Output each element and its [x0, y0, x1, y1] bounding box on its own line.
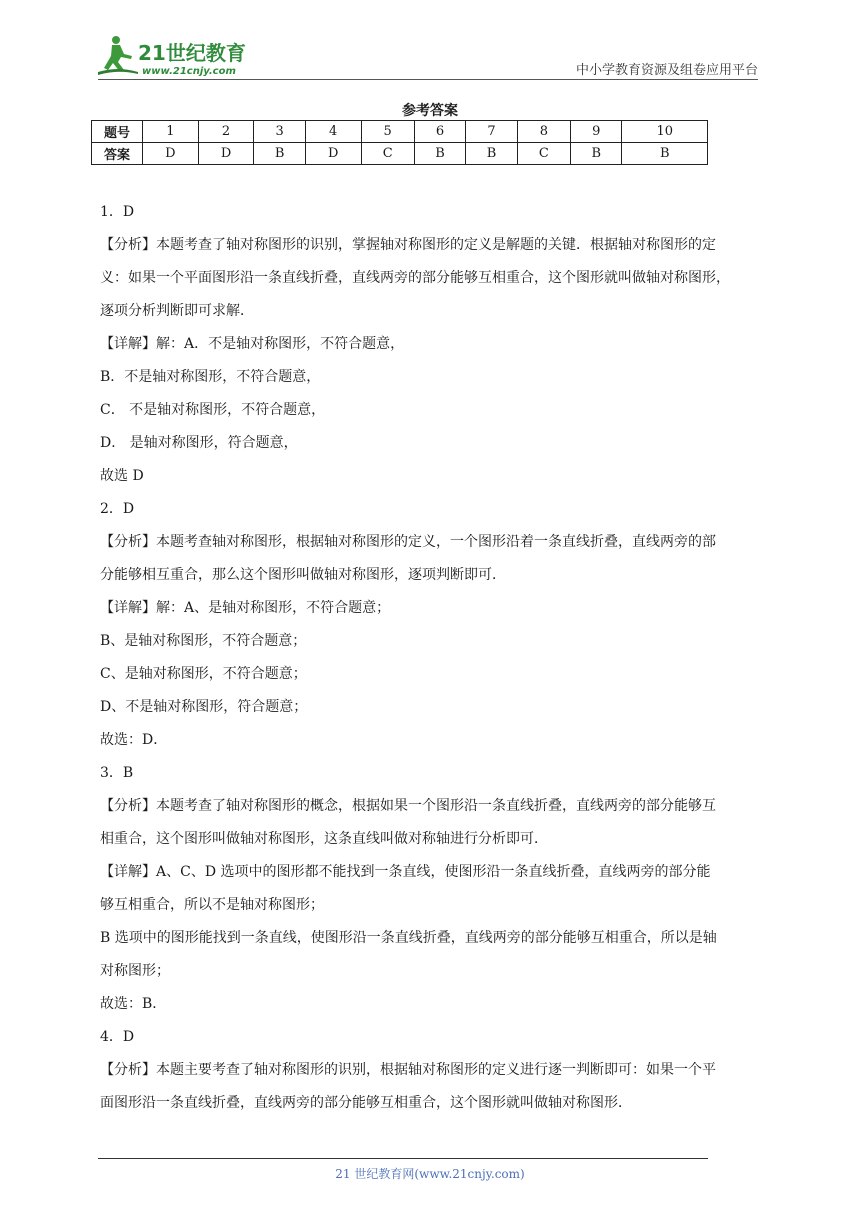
question-number: 1 [143, 121, 199, 143]
answer-cell: B [571, 143, 622, 165]
question-heading: 2．D [100, 501, 135, 517]
answer-cell: D [305, 143, 361, 165]
detail-text: C． 不是轴对称图形，不符合题意， [100, 402, 326, 418]
detail-text: 对称图形； [100, 963, 170, 979]
answer-row [92, 143, 708, 165]
header-divider [98, 79, 758, 80]
question-number: 6 [414, 121, 465, 143]
logo-text: 21世纪教育 [138, 41, 246, 65]
question-heading: 4．D [100, 1029, 135, 1045]
question-number: 2 [198, 121, 254, 143]
answer-cell: B [414, 143, 465, 165]
question-number: 10 [622, 121, 708, 143]
question-number: 9 [571, 121, 622, 143]
question-number: 3 [254, 121, 305, 143]
answer-cell: B [466, 143, 517, 165]
detail-text: B 选项中的图形能找到一条直线，使图形沿一条直线折叠，直线两旁的部分能够互相重合，所以是轴 [100, 930, 717, 946]
detail-text: B、是轴对称图形，不符合题意； [100, 633, 307, 649]
analysis-text: 【分析】本题考查了轴对称图形的识别，掌握轴对称图形的定义是解题的关键．根据轴对称图形的定 [100, 237, 716, 253]
detail-text: 【详解】A、C、D 选项中的图形都不能找到一条直线，使图形沿一条直线折叠，直线两旁的部分能 [100, 864, 711, 880]
question-number: 5 [361, 121, 414, 143]
question-number-row [92, 121, 708, 143]
detail-text: 【详解】解：A、是轴对称图形，不符合题意； [100, 600, 391, 616]
answer-cell: B [622, 143, 708, 165]
detail-text: B．不是轴对称图形，不符合题意， [100, 369, 321, 385]
conclusion-text: 故选：B． [100, 996, 167, 1012]
answer-cell: C [361, 143, 414, 165]
answer-cell: D [198, 143, 254, 165]
answer-cell: D [143, 143, 199, 165]
analysis-text: 【分析】本题考查轴对称图形，根据轴对称图形的定义，一个图形沿着一条直线折叠，直线两旁的部 [100, 534, 716, 550]
question-number: 4 [305, 121, 361, 143]
row-label-number: 题号 [92, 121, 143, 143]
answer-cell: C [517, 143, 570, 165]
detail-text: 够互相重合，所以不是轴对称图形； [100, 897, 324, 913]
detail-text: D． 是轴对称图形，符合题意， [100, 435, 298, 451]
platform-name: 中小学教育资源及组卷应用平台 [575, 63, 758, 78]
detail-text: D、不是轴对称图形，符合题意； [100, 699, 308, 715]
answer-key-table [91, 120, 708, 165]
running-man-icon [98, 36, 138, 75]
site-logo[interactable] [98, 32, 268, 78]
analysis-text: 相重合，这个图形叫做轴对称图形，这条直线叫做对称轴进行分析即可． [100, 831, 548, 847]
answer-key-title: 参考答案 [402, 103, 458, 119]
answer-cell: B [254, 143, 305, 165]
question-heading: 1．D [100, 204, 135, 220]
analysis-text: 【分析】本题主要考查了轴对称图形的识别，根据轴对称图形的定义进行逐一判断即可：如果一个平 [100, 1062, 716, 1078]
question-number: 7 [466, 121, 517, 143]
detail-text: 【详解】解：A．不是轴对称图形，不符合题意， [100, 336, 405, 352]
conclusion-text: 故选：D． [100, 732, 168, 748]
analysis-text: 义：如果一个平面图形沿一条直线折叠，直线两旁的部分能够互相重合，这个图形就叫做轴对称图形， [100, 270, 730, 286]
logo-url: www.21cnjy.com [142, 66, 236, 77]
analysis-text: 分能够相互重合，那么这个图形叫做轴对称图形，逐项判断即可． [100, 567, 506, 583]
question-number: 8 [517, 121, 570, 143]
question-heading: 3．B [100, 765, 134, 781]
analysis-text: 逐项分析判断即可求解． [100, 303, 254, 319]
conclusion-text: 故选 D [100, 468, 144, 484]
analysis-text: 【分析】本题考查了轴对称图形的概念，根据如果一个图形沿一条直线折叠，直线两旁的部分能够互 [100, 798, 716, 814]
analysis-text: 面图形沿一条直线折叠，直线两旁的部分能够互相重合，这个图形就叫做轴对称图形． [100, 1095, 632, 1111]
footer-link[interactable]: 21 世纪教育网(www.21cnjy.com) [335, 1167, 525, 1181]
page-header [98, 32, 758, 80]
detail-text: C、是轴对称图形，不符合题意； [100, 666, 307, 682]
footer-divider [98, 1158, 708, 1159]
row-label-answer: 答案 [92, 143, 143, 165]
solution-body [100, 196, 762, 1120]
